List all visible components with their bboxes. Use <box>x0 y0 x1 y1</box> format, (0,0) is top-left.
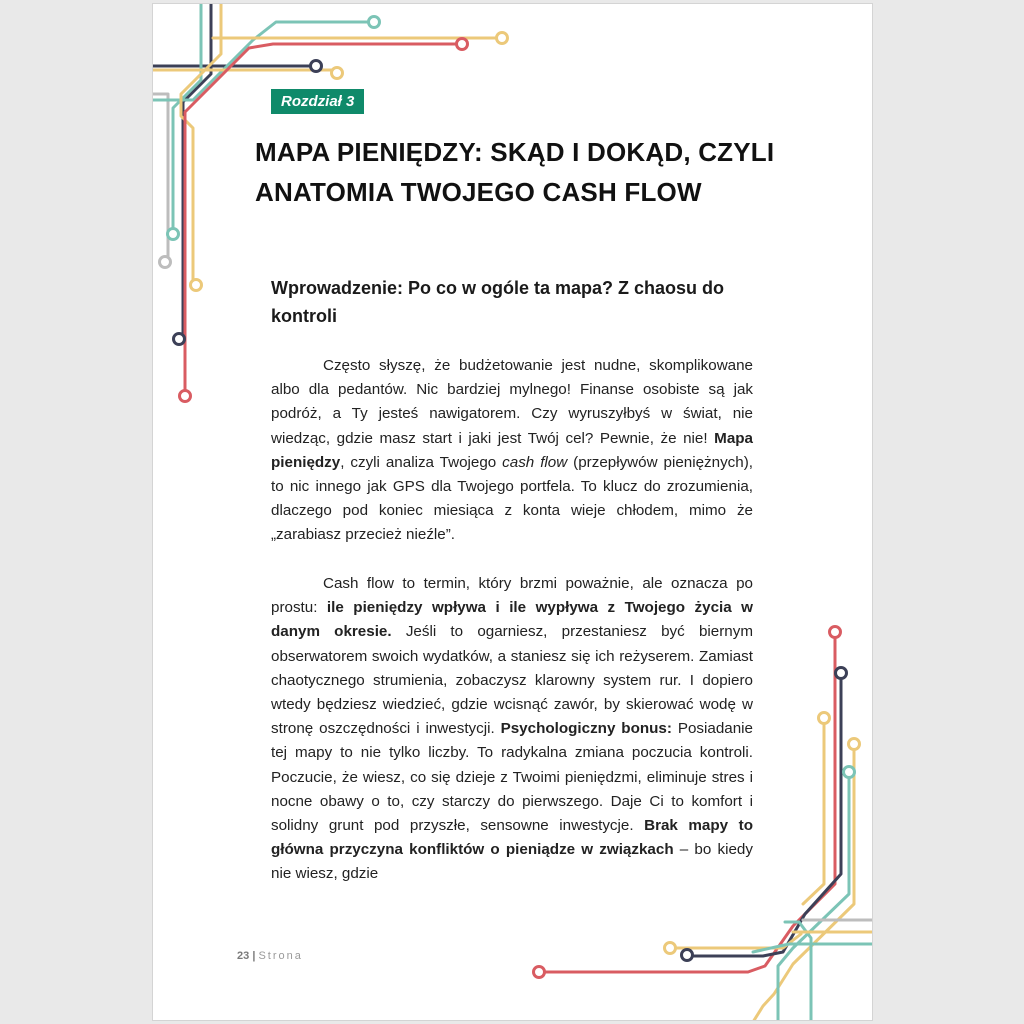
para1-text-3: (przepływów pieniężnych), to nic innego jak GPS dla Twojego portfela. To klucz do zrozumienia, dlaczego pod koniec miesiąca z konta wieje chłodem, mimo że „zarabiasz przecież nieźle”. <box>271 453 753 544</box>
chapter-title <box>255 132 815 212</box>
chapter-title-line-2: ANATOMIA TWOJEGO CASH FLOW <box>255 177 702 207</box>
body-paragraph-1 <box>271 354 753 548</box>
para2-bold-1: ile pieniędzy wpływa i ile wypływa z Twojego życia w danym okresie. <box>271 599 753 641</box>
footer-separator: | <box>252 950 256 962</box>
para2-bold-2: Psychologiczny bonus: <box>500 720 672 738</box>
para2-text-4: – bo kiedy nie wiesz, gdzie <box>271 841 753 883</box>
para1-bold-1: Mapa pieniędzy <box>271 429 753 471</box>
para1-text-2: , czyli analiza Twojego <box>340 453 503 471</box>
section-heading: Wprowadzenie: Po co w ogóle ta mapa? Z chaosu do kontroli <box>271 278 725 326</box>
footer-label: Strona <box>258 950 303 962</box>
para2-text-1: Cash flow to termin, który brzmi poważnie, ale oznacza po prostu: <box>271 575 753 617</box>
para1-text-1: Często słyszę, że budżetowanie jest nudne, skomplikowane albo dla pedantów. Nic bardziej mylnego! Finanse osobiste są jak podróż, a Ty jesteś nawigatorem. Czy wyruszyłbyś w świat, nie wiedząc, gdzie masz start i jaki jest Twój cel? Pewnie, że nie! <box>271 357 753 447</box>
chapter-tag: Rozdział 3 <box>271 89 364 114</box>
para2-text-3: Posiadanie tej mapy to nie tylko liczby. To radykalna zmiana poczucia kontroli. Poczucie, że wiesz, co się dzieje z Twoimi pieniędzmi, eliminuje stres i nocne obawy o to, czy starczy do pierwszego. Daje Ci to komfort i solidny grunt pod przyszłe, sensowne inwestycje. <box>271 720 753 835</box>
page-number: 23 <box>237 950 250 962</box>
page-footer <box>237 950 303 962</box>
body-paragraph-2 <box>271 572 753 887</box>
chapter-title-line-1: MAPA PIENIĘDZY: SKĄD I DOKĄD, CZYLI <box>255 137 775 167</box>
para1-italic-1: cash flow <box>502 453 568 471</box>
para2-text-2: Jeśli to ogarniesz, przestaniesz być biernym obserwatorem swoich wydatków, a staniesz się ich reżyserem. Zamiast chaotycznego strumienia, zobaczysz klarowny system rur. I dopiero wtedy będziesz wiedzieć, gdzie wcisnąć zawór, by skierować wodę w stronę oszczędności i inwestycji. <box>271 623 753 738</box>
document-page <box>152 3 873 1021</box>
para2-bold-3: Brak mapy to główna przyczyna konfliktów o pieniądze w związkach <box>271 817 753 859</box>
